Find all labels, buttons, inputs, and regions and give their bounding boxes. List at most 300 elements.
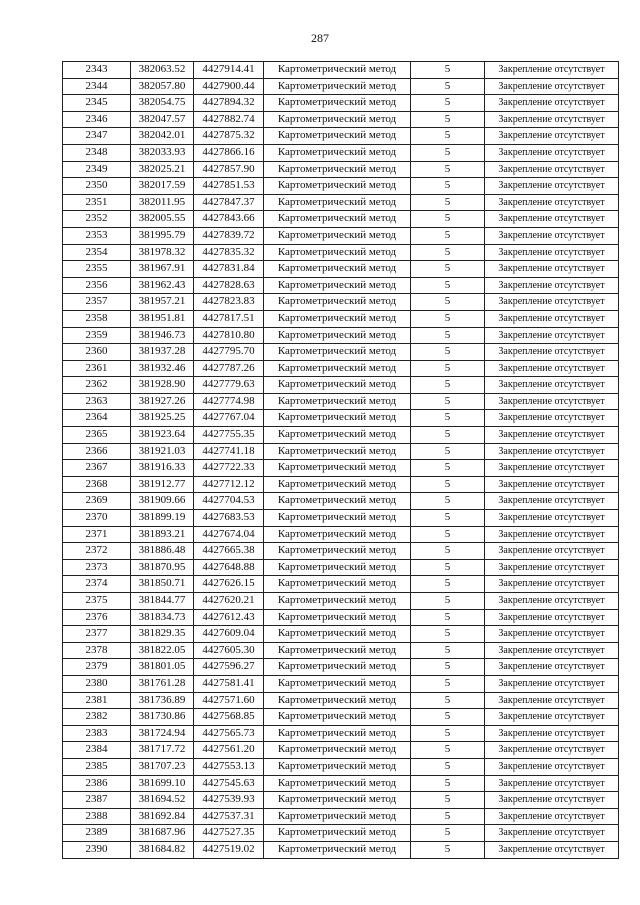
accuracy-cell: 5: [411, 161, 485, 178]
method-cell: Картометрический метод: [264, 841, 411, 858]
x-coordinate-cell: 381822.05: [131, 642, 194, 659]
x-coordinate-cell: 381717.72: [131, 742, 194, 759]
table-row: [63, 775, 619, 792]
accuracy-cell: 5: [411, 95, 485, 112]
method-cell: Картометрический метод: [264, 78, 411, 95]
point-number-cell: 2364: [63, 410, 131, 427]
point-number-cell: 2344: [63, 78, 131, 95]
y-coordinate-cell: 4427605.30: [194, 642, 264, 659]
fixation-cell: Закрепление отсутствует: [485, 841, 619, 858]
table-row: [63, 227, 619, 244]
table-row: [63, 128, 619, 145]
fixation-cell: Закрепление отсутствует: [485, 775, 619, 792]
accuracy-cell: 5: [411, 709, 485, 726]
point-number-cell: 2375: [63, 593, 131, 610]
fixation-cell: Закрепление отсутствует: [485, 360, 619, 377]
method-cell: Картометрический метод: [264, 709, 411, 726]
y-coordinate-cell: 4427831.84: [194, 261, 264, 278]
y-coordinate-cell: 4427810.80: [194, 327, 264, 344]
y-coordinate-cell: 4427823.83: [194, 294, 264, 311]
fixation-cell: Закрепление отсутствует: [485, 460, 619, 477]
y-coordinate-cell: 4427894.32: [194, 95, 264, 112]
method-cell: Картометрический метод: [264, 410, 411, 427]
fixation-cell: Закрепление отсутствует: [485, 211, 619, 228]
x-coordinate-cell: 381957.21: [131, 294, 194, 311]
method-cell: Картометрический метод: [264, 178, 411, 195]
point-number-cell: 2366: [63, 443, 131, 460]
y-coordinate-cell: 4427875.32: [194, 128, 264, 145]
accuracy-cell: 5: [411, 692, 485, 709]
x-coordinate-cell: 382033.93: [131, 144, 194, 161]
fixation-cell: Закрепление отсутствует: [485, 559, 619, 576]
method-cell: Картометрический метод: [264, 642, 411, 659]
point-number-cell: 2380: [63, 675, 131, 692]
y-coordinate-cell: 4427839.72: [194, 227, 264, 244]
fixation-cell: Закрепление отсутствует: [485, 825, 619, 842]
x-coordinate-cell: 381893.21: [131, 526, 194, 543]
accuracy-cell: 5: [411, 178, 485, 195]
method-cell: Картометрический метод: [264, 675, 411, 692]
fixation-cell: Закрепление отсутствует: [485, 593, 619, 610]
table-row: [63, 310, 619, 327]
table-row: [63, 194, 619, 211]
point-number-cell: 2387: [63, 792, 131, 809]
accuracy-cell: 5: [411, 294, 485, 311]
y-coordinate-cell: 4427561.20: [194, 742, 264, 759]
x-coordinate-cell: 381707.23: [131, 758, 194, 775]
accuracy-cell: 5: [411, 675, 485, 692]
x-coordinate-cell: 382057.80: [131, 78, 194, 95]
table-row: [63, 725, 619, 742]
method-cell: Картометрический метод: [264, 609, 411, 626]
x-coordinate-cell: 381829.35: [131, 626, 194, 643]
table-row: [63, 161, 619, 178]
method-cell: Картометрический метод: [264, 593, 411, 610]
accuracy-cell: 5: [411, 62, 485, 79]
x-coordinate-cell: 382047.57: [131, 111, 194, 128]
method-cell: Картометрический метод: [264, 277, 411, 294]
fixation-cell: Закрепление отсутствует: [485, 128, 619, 145]
point-number-cell: 2352: [63, 211, 131, 228]
table-row: [63, 709, 619, 726]
table-row: [63, 742, 619, 759]
x-coordinate-cell: 381946.73: [131, 327, 194, 344]
accuracy-cell: 5: [411, 310, 485, 327]
fixation-cell: Закрепление отсутствует: [485, 493, 619, 510]
method-cell: Картометрический метод: [264, 95, 411, 112]
point-number-cell: 2354: [63, 244, 131, 261]
accuracy-cell: 5: [411, 460, 485, 477]
fixation-cell: Закрепление отсутствует: [485, 792, 619, 809]
table-row: [63, 327, 619, 344]
point-number-cell: 2346: [63, 111, 131, 128]
table-row: [63, 659, 619, 676]
y-coordinate-cell: 4427767.04: [194, 410, 264, 427]
method-cell: Картометрический метод: [264, 526, 411, 543]
accuracy-cell: 5: [411, 493, 485, 510]
method-cell: Картометрический метод: [264, 62, 411, 79]
table-row: [63, 62, 619, 79]
x-coordinate-cell: 381937.28: [131, 344, 194, 361]
accuracy-cell: 5: [411, 825, 485, 842]
method-cell: Картометрический метод: [264, 476, 411, 493]
accuracy-cell: 5: [411, 841, 485, 858]
fixation-cell: Закрепление отсутствует: [485, 642, 619, 659]
fixation-cell: Закрепление отсутствует: [485, 443, 619, 460]
y-coordinate-cell: 4427527.35: [194, 825, 264, 842]
point-number-cell: 2353: [63, 227, 131, 244]
x-coordinate-cell: 381761.28: [131, 675, 194, 692]
accuracy-cell: 5: [411, 244, 485, 261]
y-coordinate-cell: 4427882.74: [194, 111, 264, 128]
x-coordinate-cell: 381694.52: [131, 792, 194, 809]
fixation-cell: Закрепление отсутствует: [485, 178, 619, 195]
y-coordinate-cell: 4427843.66: [194, 211, 264, 228]
table-row: [63, 526, 619, 543]
accuracy-cell: 5: [411, 261, 485, 278]
x-coordinate-cell: 381687.96: [131, 825, 194, 842]
point-number-cell: 2347: [63, 128, 131, 145]
point-number-cell: 2386: [63, 775, 131, 792]
accuracy-cell: 5: [411, 427, 485, 444]
y-coordinate-cell: 4427722.33: [194, 460, 264, 477]
accuracy-cell: 5: [411, 393, 485, 410]
y-coordinate-cell: 4427817.51: [194, 310, 264, 327]
fixation-cell: Закрепление отсутствует: [485, 476, 619, 493]
method-cell: Картометрический метод: [264, 194, 411, 211]
fixation-cell: Закрепление отсутствует: [485, 194, 619, 211]
y-coordinate-cell: 4427755.35: [194, 427, 264, 444]
x-coordinate-cell: 381699.10: [131, 775, 194, 792]
x-coordinate-cell: 381834.73: [131, 609, 194, 626]
fixation-cell: Закрепление отсутствует: [485, 227, 619, 244]
fixation-cell: Закрепление отсутствует: [485, 758, 619, 775]
accuracy-cell: 5: [411, 792, 485, 809]
method-cell: Картометрический метод: [264, 344, 411, 361]
x-coordinate-cell: 381912.77: [131, 476, 194, 493]
y-coordinate-cell: 4427553.13: [194, 758, 264, 775]
y-coordinate-cell: 4427851.53: [194, 178, 264, 195]
accuracy-cell: 5: [411, 277, 485, 294]
accuracy-cell: 5: [411, 443, 485, 460]
y-coordinate-cell: 4427914.41: [194, 62, 264, 79]
accuracy-cell: 5: [411, 609, 485, 626]
accuracy-cell: 5: [411, 543, 485, 560]
point-number-cell: 2345: [63, 95, 131, 112]
x-coordinate-cell: 381916.33: [131, 460, 194, 477]
accuracy-cell: 5: [411, 593, 485, 610]
fixation-cell: Закрепление отсутствует: [485, 277, 619, 294]
point-number-cell: 2350: [63, 178, 131, 195]
point-number-cell: 2369: [63, 493, 131, 510]
fixation-cell: Закрепление отсутствует: [485, 659, 619, 676]
method-cell: Картометрический метод: [264, 144, 411, 161]
point-number-cell: 2356: [63, 277, 131, 294]
accuracy-cell: 5: [411, 144, 485, 161]
point-number-cell: 2355: [63, 261, 131, 278]
y-coordinate-cell: 4427539.93: [194, 792, 264, 809]
point-number-cell: 2379: [63, 659, 131, 676]
table-row: [63, 493, 619, 510]
accuracy-cell: 5: [411, 642, 485, 659]
x-coordinate-cell: 381962.43: [131, 277, 194, 294]
y-coordinate-cell: 4427648.88: [194, 559, 264, 576]
x-coordinate-cell: 381850.71: [131, 576, 194, 593]
point-number-cell: 2367: [63, 460, 131, 477]
accuracy-cell: 5: [411, 576, 485, 593]
y-coordinate-cell: 4427612.43: [194, 609, 264, 626]
y-coordinate-cell: 4427626.15: [194, 576, 264, 593]
table-row: [63, 443, 619, 460]
fixation-cell: Закрепление отсутствует: [485, 111, 619, 128]
table-row: [63, 211, 619, 228]
point-number-cell: 2385: [63, 758, 131, 775]
table-row: [63, 559, 619, 576]
point-number-cell: 2373: [63, 559, 131, 576]
method-cell: Картометрический метод: [264, 775, 411, 792]
x-coordinate-cell: 381801.05: [131, 659, 194, 676]
point-number-cell: 2374: [63, 576, 131, 593]
accuracy-cell: 5: [411, 526, 485, 543]
x-coordinate-cell: 381925.25: [131, 410, 194, 427]
y-coordinate-cell: 4427704.53: [194, 493, 264, 510]
fixation-cell: Закрепление отсутствует: [485, 78, 619, 95]
table-row: [63, 344, 619, 361]
coordinates-table-body: [63, 62, 619, 859]
coordinates-table: [62, 61, 619, 859]
table-row: [63, 841, 619, 858]
fixation-cell: Закрепление отсутствует: [485, 526, 619, 543]
y-coordinate-cell: 4427581.41: [194, 675, 264, 692]
method-cell: Картометрический метод: [264, 111, 411, 128]
table-row: [63, 593, 619, 610]
y-coordinate-cell: 4427866.16: [194, 144, 264, 161]
accuracy-cell: 5: [411, 758, 485, 775]
y-coordinate-cell: 4427787.26: [194, 360, 264, 377]
x-coordinate-cell: 381684.82: [131, 841, 194, 858]
table-row: [63, 244, 619, 261]
fixation-cell: Закрепление отсутствует: [485, 393, 619, 410]
fixation-cell: Закрепление отсутствует: [485, 62, 619, 79]
x-coordinate-cell: 381844.77: [131, 593, 194, 610]
table-row: [63, 393, 619, 410]
accuracy-cell: 5: [411, 360, 485, 377]
table-row: [63, 410, 619, 427]
point-number-cell: 2388: [63, 808, 131, 825]
accuracy-cell: 5: [411, 111, 485, 128]
fixation-cell: Закрепление отсутствует: [485, 344, 619, 361]
method-cell: Картометрический метод: [264, 510, 411, 527]
method-cell: Картометрический метод: [264, 659, 411, 676]
y-coordinate-cell: 4427774.98: [194, 393, 264, 410]
x-coordinate-cell: 381870.95: [131, 559, 194, 576]
fixation-cell: Закрепление отсутствует: [485, 576, 619, 593]
x-coordinate-cell: 381899.19: [131, 510, 194, 527]
table-row: [63, 758, 619, 775]
method-cell: Картометрический метод: [264, 128, 411, 145]
fixation-cell: Закрепление отсутствует: [485, 310, 619, 327]
fixation-cell: Закрепление отсутствует: [485, 327, 619, 344]
fixation-cell: Закрепление отсутствует: [485, 161, 619, 178]
point-number-cell: 2370: [63, 510, 131, 527]
x-coordinate-cell: 381951.81: [131, 310, 194, 327]
y-coordinate-cell: 4427900.44: [194, 78, 264, 95]
x-coordinate-cell: 381724.94: [131, 725, 194, 742]
fixation-cell: Закрепление отсутствует: [485, 244, 619, 261]
point-number-cell: 2384: [63, 742, 131, 759]
method-cell: Картометрический метод: [264, 792, 411, 809]
method-cell: Картометрический метод: [264, 576, 411, 593]
table-row: [63, 825, 619, 842]
fixation-cell: Закрепление отсутствует: [485, 261, 619, 278]
y-coordinate-cell: 4427857.90: [194, 161, 264, 178]
y-coordinate-cell: 4427828.63: [194, 277, 264, 294]
y-coordinate-cell: 4427545.63: [194, 775, 264, 792]
accuracy-cell: 5: [411, 410, 485, 427]
page-number: 287: [311, 31, 329, 45]
x-coordinate-cell: 381736.89: [131, 692, 194, 709]
method-cell: Картометрический метод: [264, 758, 411, 775]
x-coordinate-cell: 381995.79: [131, 227, 194, 244]
table-row: [63, 808, 619, 825]
x-coordinate-cell: 382017.59: [131, 178, 194, 195]
point-number-cell: 2360: [63, 344, 131, 361]
table-row: [63, 294, 619, 311]
point-number-cell: 2359: [63, 327, 131, 344]
method-cell: Картометрический метод: [264, 725, 411, 742]
table-row: [63, 111, 619, 128]
fixation-cell: Закрепление отсутствует: [485, 742, 619, 759]
method-cell: Картометрический метод: [264, 393, 411, 410]
fixation-cell: Закрепление отсутствует: [485, 410, 619, 427]
accuracy-cell: 5: [411, 510, 485, 527]
method-cell: Картометрический метод: [264, 244, 411, 261]
method-cell: Картометрический метод: [264, 327, 411, 344]
x-coordinate-cell: 382042.01: [131, 128, 194, 145]
method-cell: Картометрический метод: [264, 543, 411, 560]
y-coordinate-cell: 4427835.32: [194, 244, 264, 261]
method-cell: Картометрический метод: [264, 825, 411, 842]
point-number-cell: 2378: [63, 642, 131, 659]
method-cell: Картометрический метод: [264, 310, 411, 327]
method-cell: Картометрический метод: [264, 559, 411, 576]
x-coordinate-cell: 382063.52: [131, 62, 194, 79]
y-coordinate-cell: 4427779.63: [194, 377, 264, 394]
accuracy-cell: 5: [411, 227, 485, 244]
point-number-cell: 2358: [63, 310, 131, 327]
method-cell: Картометрический метод: [264, 360, 411, 377]
x-coordinate-cell: 381923.64: [131, 427, 194, 444]
point-number-cell: 2343: [63, 62, 131, 79]
point-number-cell: 2390: [63, 841, 131, 858]
table-row: [63, 144, 619, 161]
method-cell: Картометрический метод: [264, 211, 411, 228]
method-cell: Картометрический метод: [264, 427, 411, 444]
table-row: [63, 261, 619, 278]
x-coordinate-cell: 381967.91: [131, 261, 194, 278]
point-number-cell: 2361: [63, 360, 131, 377]
table-row: [63, 626, 619, 643]
method-cell: Картометрический метод: [264, 377, 411, 394]
x-coordinate-cell: 381928.90: [131, 377, 194, 394]
y-coordinate-cell: 4427519.02: [194, 841, 264, 858]
x-coordinate-cell: 381886.48: [131, 543, 194, 560]
accuracy-cell: 5: [411, 344, 485, 361]
fixation-cell: Закрепление отсутствует: [485, 709, 619, 726]
x-coordinate-cell: 382054.75: [131, 95, 194, 112]
method-cell: Картометрический метод: [264, 626, 411, 643]
method-cell: Картометрический метод: [264, 742, 411, 759]
fixation-cell: Закрепление отсутствует: [485, 725, 619, 742]
fixation-cell: Закрепление отсутствует: [485, 808, 619, 825]
table-row: [63, 460, 619, 477]
point-number-cell: 2357: [63, 294, 131, 311]
y-coordinate-cell: 4427674.04: [194, 526, 264, 543]
y-coordinate-cell: 4427665.38: [194, 543, 264, 560]
fixation-cell: Закрепление отсутствует: [485, 144, 619, 161]
table-row: [63, 360, 619, 377]
table-row: [63, 543, 619, 560]
table-row: [63, 277, 619, 294]
accuracy-cell: 5: [411, 211, 485, 228]
y-coordinate-cell: 4427712.12: [194, 476, 264, 493]
accuracy-cell: 5: [411, 327, 485, 344]
accuracy-cell: 5: [411, 742, 485, 759]
y-coordinate-cell: 4427683.53: [194, 510, 264, 527]
x-coordinate-cell: 382011.95: [131, 194, 194, 211]
fixation-cell: Закрепление отсутствует: [485, 294, 619, 311]
x-coordinate-cell: 381927.26: [131, 393, 194, 410]
fixation-cell: Закрепление отсутствует: [485, 609, 619, 626]
y-coordinate-cell: 4427847.37: [194, 194, 264, 211]
y-coordinate-cell: 4427565.73: [194, 725, 264, 742]
y-coordinate-cell: 4427571.60: [194, 692, 264, 709]
table-row: [63, 476, 619, 493]
fixation-cell: Закрепление отсутствует: [485, 427, 619, 444]
table-row: [63, 78, 619, 95]
point-number-cell: 2381: [63, 692, 131, 709]
fixation-cell: Закрепление отсутствует: [485, 675, 619, 692]
y-coordinate-cell: 4427741.18: [194, 443, 264, 460]
table-row: [63, 609, 619, 626]
x-coordinate-cell: 381909.66: [131, 493, 194, 510]
y-coordinate-cell: 4427568.85: [194, 709, 264, 726]
method-cell: Картометрический метод: [264, 161, 411, 178]
table-row: [63, 642, 619, 659]
fixation-cell: Закрепление отсутствует: [485, 510, 619, 527]
x-coordinate-cell: 381978.32: [131, 244, 194, 261]
accuracy-cell: 5: [411, 78, 485, 95]
y-coordinate-cell: 4427537.31: [194, 808, 264, 825]
point-number-cell: 2376: [63, 609, 131, 626]
fixation-cell: Закрепление отсутствует: [485, 692, 619, 709]
method-cell: Картометрический метод: [264, 443, 411, 460]
table-row: [63, 792, 619, 809]
accuracy-cell: 5: [411, 128, 485, 145]
table-row: [63, 510, 619, 527]
table-row: [63, 692, 619, 709]
point-number-cell: 2383: [63, 725, 131, 742]
accuracy-cell: 5: [411, 194, 485, 211]
point-number-cell: 2368: [63, 476, 131, 493]
method-cell: Картометрический метод: [264, 808, 411, 825]
table-row: [63, 427, 619, 444]
accuracy-cell: 5: [411, 725, 485, 742]
fixation-cell: Закрепление отсутствует: [485, 95, 619, 112]
point-number-cell: 2382: [63, 709, 131, 726]
point-number-cell: 2371: [63, 526, 131, 543]
method-cell: Картометрический метод: [264, 460, 411, 477]
